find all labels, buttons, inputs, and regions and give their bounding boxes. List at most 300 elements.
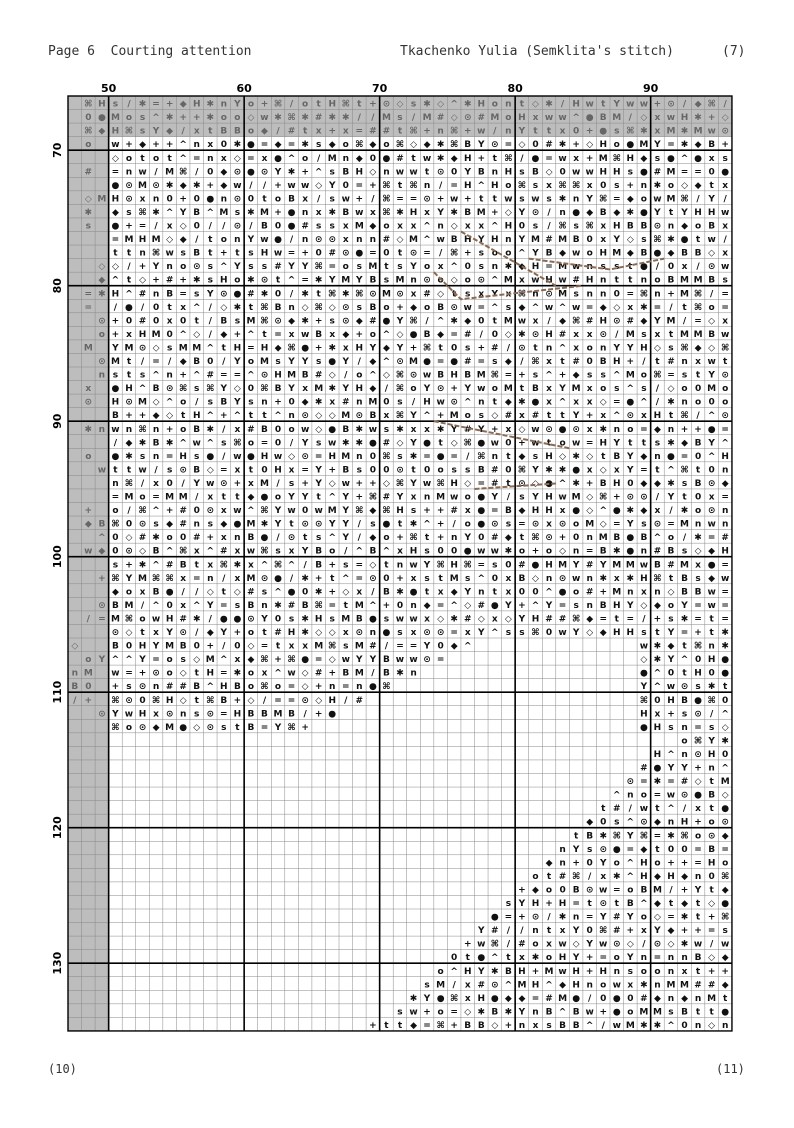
stitch-symbol: s	[397, 628, 403, 639]
stitch-symbol: t	[655, 357, 660, 368]
stitch-symbol: ^	[165, 207, 174, 218]
stitch-symbol: M	[693, 275, 703, 286]
stitch-symbol: H	[491, 180, 499, 191]
stitch-symbol: t	[709, 804, 714, 815]
stitch-symbol: w	[544, 113, 554, 124]
stitch-symbol: +	[206, 641, 215, 652]
stitch-symbol: +	[355, 194, 364, 205]
stitch-symbol: /	[506, 343, 511, 354]
stitch-symbol: o	[464, 519, 471, 530]
stitch-symbol: /	[317, 194, 321, 205]
stitch-symbol: s	[221, 722, 227, 733]
stitch-symbol: ✱	[667, 235, 675, 246]
stitch-symbol: w	[571, 438, 581, 449]
stitch-symbol: ◆	[708, 546, 716, 557]
stitch-symbol: x	[613, 465, 620, 476]
stitch-symbol: B	[152, 587, 160, 598]
row-number-label: 90	[51, 413, 64, 429]
stitch-symbol: x	[342, 221, 349, 232]
stitch-symbol: x	[722, 316, 729, 327]
stitch-symbol: ⊙	[369, 573, 377, 584]
stitch-symbol: ✱	[707, 682, 716, 693]
stitch-symbol: ⊙	[436, 628, 445, 639]
stitch-symbol: ◆	[518, 506, 526, 517]
stitch-symbol: o	[640, 966, 647, 977]
stitch-symbol: =	[599, 953, 607, 964]
stitch-symbol: H	[653, 722, 662, 733]
stitch-symbol: s	[315, 357, 322, 368]
stitch-symbol: ◇	[450, 221, 458, 232]
stitch-symbol: t	[357, 99, 362, 110]
stitch-symbol: =	[165, 451, 174, 462]
stitch-symbol: B	[111, 641, 119, 652]
stitch-symbol: =	[287, 695, 296, 706]
stitch-symbol: H	[599, 438, 607, 449]
stitch-symbol: ●	[368, 682, 377, 693]
stitch-symbol: =	[558, 600, 567, 611]
stitch-symbol: /	[588, 993, 592, 1004]
stitch-symbol: ●	[409, 587, 418, 598]
stitch-symbol: ⌘	[409, 316, 418, 327]
stitch-symbol: o	[627, 424, 634, 435]
stitch-symbol: /	[655, 262, 660, 273]
stitch-symbol: s	[600, 370, 606, 381]
stitch-symbol: x	[369, 207, 376, 218]
stitch-symbol: =	[667, 519, 675, 530]
stitch-symbol: s	[207, 275, 213, 286]
stitch-symbol: Y	[464, 587, 471, 598]
stitch-symbol: ◇	[572, 939, 580, 950]
stitch-symbol: ◆	[152, 411, 160, 422]
stitch-symbol: #	[558, 614, 567, 625]
stitch-symbol: n	[288, 411, 295, 422]
stitch-symbol: ⊙	[84, 397, 93, 408]
stitch-symbol: ^	[572, 113, 580, 124]
stitch-symbol: ✱	[192, 180, 201, 191]
stitch-symbol: =	[220, 465, 228, 476]
stitch-symbol: H	[463, 235, 472, 246]
stitch-symbol: o	[85, 655, 92, 666]
stitch-symbol: =	[84, 289, 93, 300]
stitch-symbol: M	[612, 248, 622, 259]
stitch-symbol: ⊙	[125, 546, 133, 557]
stitch-symbol: ◇	[586, 628, 594, 639]
stitch-symbol: w	[395, 167, 405, 178]
stitch-symbol: /	[642, 357, 646, 368]
stitch-symbol: /	[303, 709, 307, 720]
stitch-symbol: M	[259, 357, 269, 368]
stitch-symbol: +	[436, 411, 445, 422]
stitch-symbol: x	[342, 126, 349, 137]
stitch-symbol: ●	[328, 357, 337, 368]
stitch-symbol: o	[274, 682, 282, 693]
stitch-symbol: 0	[274, 614, 282, 625]
stitch-symbol: x	[491, 614, 498, 625]
stitch-symbol: s	[505, 519, 512, 530]
stitch-symbol: ✱	[260, 519, 269, 530]
stitch-symbol: ⊙	[233, 194, 242, 205]
stitch-symbol: n	[207, 153, 214, 164]
stitch-symbol: +	[707, 912, 716, 923]
stitch-symbol: 0	[451, 343, 458, 354]
stitch-symbol: ●	[477, 519, 486, 530]
stitch-symbol: B	[288, 194, 296, 205]
stitch-symbol: ^	[192, 600, 201, 611]
stitch-symbol: ⊙	[423, 655, 431, 666]
stitch-symbol: ●	[707, 424, 716, 435]
stitch-symbol: B	[708, 275, 716, 286]
stitch-symbol: x	[586, 329, 593, 340]
stitch-symbol: /	[289, 99, 294, 110]
stitch-symbol: s	[329, 194, 335, 205]
stitch-symbol: w	[300, 329, 310, 340]
stitch-symbol: Y	[694, 885, 702, 896]
stitch-symbol: Y	[559, 384, 566, 395]
stitch-symbol: M	[476, 207, 486, 218]
stitch-symbol: ^	[125, 655, 133, 666]
stitch-symbol: 0	[681, 1020, 688, 1031]
stitch-symbol: #	[314, 113, 323, 124]
stitch-symbol: M	[476, 370, 486, 381]
stitch-symbol: o	[112, 506, 119, 517]
stitch-symbol: /	[262, 180, 267, 191]
stitch-symbol: M	[151, 235, 161, 246]
stitch-symbol: /	[276, 478, 280, 489]
stitch-symbol: w	[585, 1007, 594, 1018]
stitch-symbol: x	[166, 316, 173, 327]
stitch-symbol: x	[627, 980, 634, 991]
stitch-symbol: ^	[667, 749, 675, 760]
stitch-symbol: ^	[491, 628, 499, 639]
stitch-symbol: x	[695, 804, 701, 815]
stitch-symbol: ⊙	[599, 899, 607, 910]
stitch-symbol: ●	[558, 424, 567, 435]
stitch-symbol: x	[654, 709, 661, 720]
stitch-symbol: +	[585, 411, 594, 422]
stitch-symbol: n	[586, 533, 593, 544]
stitch-symbol: n	[654, 587, 661, 598]
stitch-symbol: x	[559, 126, 566, 137]
stitch-symbol: Y	[410, 262, 417, 273]
stitch-symbol: x	[85, 384, 92, 395]
stitch-symbol: ●	[260, 492, 269, 503]
stitch-symbol: o	[722, 384, 729, 395]
stitch-symbol: t	[695, 966, 701, 977]
stitch-symbol: 0	[600, 993, 607, 1004]
stitch-symbol: ⊙	[125, 194, 133, 205]
stitch-symbol: B	[315, 329, 323, 340]
stitch-symbol: s	[641, 628, 647, 639]
stitch-symbol: s	[451, 465, 457, 476]
stitch-symbol: s	[614, 384, 620, 395]
stitch-symbol: ◇	[667, 587, 675, 598]
stitch-symbol: ◆	[450, 587, 458, 598]
stitch-symbol: s	[478, 411, 484, 422]
stitch-symbol: ◇	[640, 113, 648, 124]
stitch-symbol: x	[329, 329, 336, 340]
stitch-symbol: Y	[234, 99, 241, 110]
stitch-symbol: ◇	[586, 451, 594, 462]
stitch-symbol: ✱	[233, 140, 242, 151]
stitch-symbol: t	[709, 614, 714, 625]
stitch-symbol: ⊙	[179, 465, 187, 476]
stitch-symbol: M	[314, 641, 324, 652]
stitch-symbol: ⊙	[138, 519, 147, 530]
stitch-symbol: M	[165, 167, 175, 178]
stitch-symbol: s	[234, 316, 241, 327]
stitch-symbol: n	[356, 397, 363, 408]
stitch-symbol: n	[478, 587, 485, 598]
stitch-symbol: H	[545, 492, 553, 503]
stitch-symbol: x	[654, 113, 661, 124]
stitch-symbol: ✱	[342, 289, 350, 300]
stitch-symbol: s	[695, 573, 701, 584]
stitch-symbol: x	[220, 153, 227, 164]
stitch-symbol: x	[315, 207, 322, 218]
stitch-symbol: Y	[342, 506, 350, 517]
stitch-symbol: M	[598, 153, 608, 164]
stitch-symbol: ✱	[409, 451, 418, 462]
stitch-symbol: Y	[356, 275, 363, 286]
stitch-symbol: B	[342, 668, 350, 679]
stitch-symbol: #	[531, 411, 540, 422]
stitch-symbol: o	[302, 99, 309, 110]
stitch-symbol: o	[640, 194, 647, 205]
stitch-symbol: Y	[532, 248, 539, 259]
stitch-symbol: M	[138, 573, 148, 584]
stitch-symbol: B	[681, 587, 688, 598]
stitch-symbol: w	[477, 384, 486, 395]
stitch-symbol: t	[709, 885, 714, 896]
stitch-symbol: +	[667, 858, 675, 869]
stitch-symbol: =	[274, 329, 282, 340]
stitch-symbol: x	[681, 262, 688, 273]
stitch-symbol: t	[275, 275, 281, 286]
stitch-symbol: w	[300, 424, 310, 435]
stitch-symbol: ⌘	[260, 302, 269, 313]
stitch-symbol: /	[669, 506, 673, 517]
stitch-symbol: H	[477, 993, 486, 1004]
stitch-symbol: ◆	[532, 885, 539, 896]
stitch-symbol: 0	[383, 573, 390, 584]
stitch-symbol: ◆	[410, 302, 417, 313]
stitch-symbol: 0	[451, 167, 458, 178]
stitch-symbol: ⌘	[178, 546, 188, 557]
stitch-symbol: 0	[207, 167, 214, 178]
stitch-symbol: M	[205, 655, 215, 666]
stitch-symbol: 0	[180, 533, 187, 544]
stitch-symbol: t	[546, 411, 552, 422]
stitch-symbol: n	[152, 451, 160, 462]
stitch-symbol: ◇	[504, 207, 512, 218]
column-number-label: 60	[236, 82, 252, 95]
stitch-symbol: ◇	[613, 302, 621, 313]
stitch-symbol: ⊙	[707, 262, 716, 273]
stitch-symbol: #	[680, 777, 689, 788]
stitch-symbol: B	[491, 1007, 499, 1018]
stitch-symbol: n	[423, 492, 431, 503]
stitch-symbol: /	[547, 912, 551, 923]
stitch-symbol: ●	[531, 153, 540, 164]
stitch-symbol: o	[383, 533, 390, 544]
stitch-symbol: #	[707, 980, 716, 991]
stitch-symbol: w	[355, 207, 364, 218]
stitch-symbol: H	[314, 614, 323, 625]
page-title: Page 6 Courting attention	[48, 44, 252, 59]
stitch-symbol: H	[680, 817, 689, 828]
stitch-symbol: B	[477, 465, 485, 476]
stitch-symbol: s	[356, 302, 363, 313]
stitch-symbol: ⌘	[599, 492, 608, 503]
stitch-symbol: /	[140, 478, 145, 489]
stitch-symbol: t	[438, 438, 443, 449]
stitch-symbol: 0	[383, 397, 390, 408]
stitch-symbol: w	[395, 655, 405, 666]
stitch-symbol: ⌘	[260, 655, 269, 666]
stitch-symbol: Y	[654, 316, 661, 327]
stitch-symbol: ✱	[558, 465, 567, 476]
stitch-symbol: ^	[477, 180, 486, 191]
stitch-symbol: ⌘	[558, 221, 567, 232]
stitch-symbol: ⌘	[653, 235, 662, 246]
stitch-symbol: +	[694, 817, 702, 828]
stitch-symbol: n	[369, 235, 377, 246]
stitch-symbol: ◆	[261, 126, 268, 137]
stitch-symbol: ⊙	[626, 777, 635, 788]
stitch-symbol: o	[247, 126, 255, 137]
stitch-symbol: =	[450, 180, 458, 191]
stitch-symbol: w	[571, 573, 581, 584]
stitch-symbol: t	[262, 329, 267, 340]
stitch-symbol: ✱	[274, 600, 282, 611]
stitch-symbol: B	[559, 1020, 567, 1031]
stitch-symbol: ◇	[247, 695, 255, 706]
stitch-symbol: ◇	[640, 600, 648, 611]
stitch-symbol: =	[233, 370, 242, 381]
stitch-symbol: +	[572, 140, 580, 151]
stitch-symbol: ●	[274, 235, 282, 246]
stitch-symbol: o	[98, 329, 105, 340]
stitch-symbol: s	[424, 546, 430, 557]
stitch-symbol: Y	[152, 126, 160, 137]
stitch-symbol: ◇	[247, 113, 255, 124]
stitch-symbol: 0	[586, 858, 593, 869]
stitch-symbol: s	[329, 221, 335, 232]
stitch-symbol: ◇	[193, 722, 201, 733]
stitch-symbol: ⌘	[680, 831, 689, 842]
stitch-symbol: ⊙	[613, 316, 621, 327]
stitch-symbol: =	[138, 221, 147, 232]
stitch-symbol: H	[206, 668, 215, 679]
stitch-symbol: #	[138, 316, 147, 327]
stitch-symbol: Y	[627, 451, 634, 462]
stitch-symbol: ^	[369, 370, 377, 381]
stitch-symbol: t	[275, 641, 281, 652]
stitch-symbol: B	[532, 384, 539, 395]
stitch-symbol: ^	[179, 153, 187, 164]
stitch-symbol: ⌘	[138, 506, 147, 517]
stitch-symbol: =	[626, 844, 635, 855]
stitch-symbol: Y	[491, 492, 499, 503]
stitch-symbol: B	[572, 885, 580, 896]
stitch-symbol: Y	[301, 438, 309, 449]
stitch-symbol: t	[709, 180, 714, 191]
stitch-symbol: +	[328, 560, 336, 571]
stitch-symbol: o	[491, 248, 498, 259]
stitch-symbol: ◆	[410, 1020, 417, 1031]
stitch-symbol: s	[465, 289, 471, 300]
stitch-symbol: ✱	[680, 912, 689, 923]
stitch-symbol: B	[504, 506, 512, 517]
stitch-symbol: o	[85, 451, 92, 462]
stitch-symbol: ⊙	[233, 167, 242, 178]
stitch-symbol: ⊙	[369, 289, 377, 300]
row-number-label: 110	[51, 680, 64, 704]
stitch-symbol: ●	[179, 722, 188, 733]
stitch-symbol: /	[709, 709, 714, 720]
stitch-symbol: o	[532, 939, 539, 950]
stitch-symbol: ⌘	[449, 140, 459, 151]
stitch-symbol: o	[139, 614, 146, 625]
stitch-symbol: ●	[558, 587, 567, 598]
stitch-symbol: =	[179, 289, 187, 300]
stitch-symbol: s	[221, 438, 227, 449]
stitch-symbol: n	[721, 1020, 729, 1031]
stitch-symbol: Y	[518, 207, 526, 218]
stitch-symbol: M	[612, 113, 622, 124]
stitch-symbol: /	[506, 926, 511, 937]
stitch-symbol: ◆	[274, 343, 282, 354]
stitch-symbol: +	[409, 343, 418, 354]
stitch-symbol: o	[383, 302, 390, 313]
stitch-symbol: B	[233, 682, 241, 693]
stitch-symbol: s	[194, 384, 200, 395]
stitch-symbol: t	[424, 533, 430, 544]
stitch-symbol: 0	[396, 600, 404, 611]
stitch-symbol: n	[301, 235, 309, 246]
stitch-symbol: ●	[382, 628, 391, 639]
stitch-symbol: H	[98, 99, 106, 110]
stitch-symbol: s	[397, 397, 403, 408]
stitch-symbol: +	[355, 329, 364, 340]
stitch-symbol: t	[519, 384, 525, 395]
stitch-symbol: x	[708, 153, 715, 164]
stitch-symbol: ✱	[558, 194, 567, 205]
stitch-symbol: ⊙	[640, 492, 648, 503]
stitch-symbol: ✱	[640, 980, 648, 991]
stitch-symbol: /	[222, 451, 226, 462]
stitch-symbol: ◇	[599, 397, 607, 408]
stitch-symbol: #	[518, 939, 526, 950]
stitch-symbol: ◇	[667, 939, 675, 950]
stitch-symbol: ◇	[450, 438, 458, 449]
stitch-symbol: ◆	[721, 953, 729, 964]
stitch-symbol: =	[220, 600, 228, 611]
stitch-symbol: w	[409, 560, 418, 571]
stitch-symbol: M	[151, 329, 161, 340]
stitch-symbol: n	[437, 221, 444, 232]
stitch-symbol: ^	[518, 248, 526, 259]
stitch-symbol: =	[436, 600, 445, 611]
stitch-symbol: B	[532, 167, 539, 178]
stitch-symbol: ✱	[301, 316, 309, 327]
stitch-symbol: ●	[97, 113, 106, 124]
stitch-symbol: H	[531, 980, 540, 991]
stitch-symbol: o	[342, 262, 349, 273]
stitch-symbol: ✱	[192, 614, 201, 625]
stitch-symbol: 0	[627, 478, 634, 489]
stitch-symbol: ✱	[274, 113, 282, 124]
